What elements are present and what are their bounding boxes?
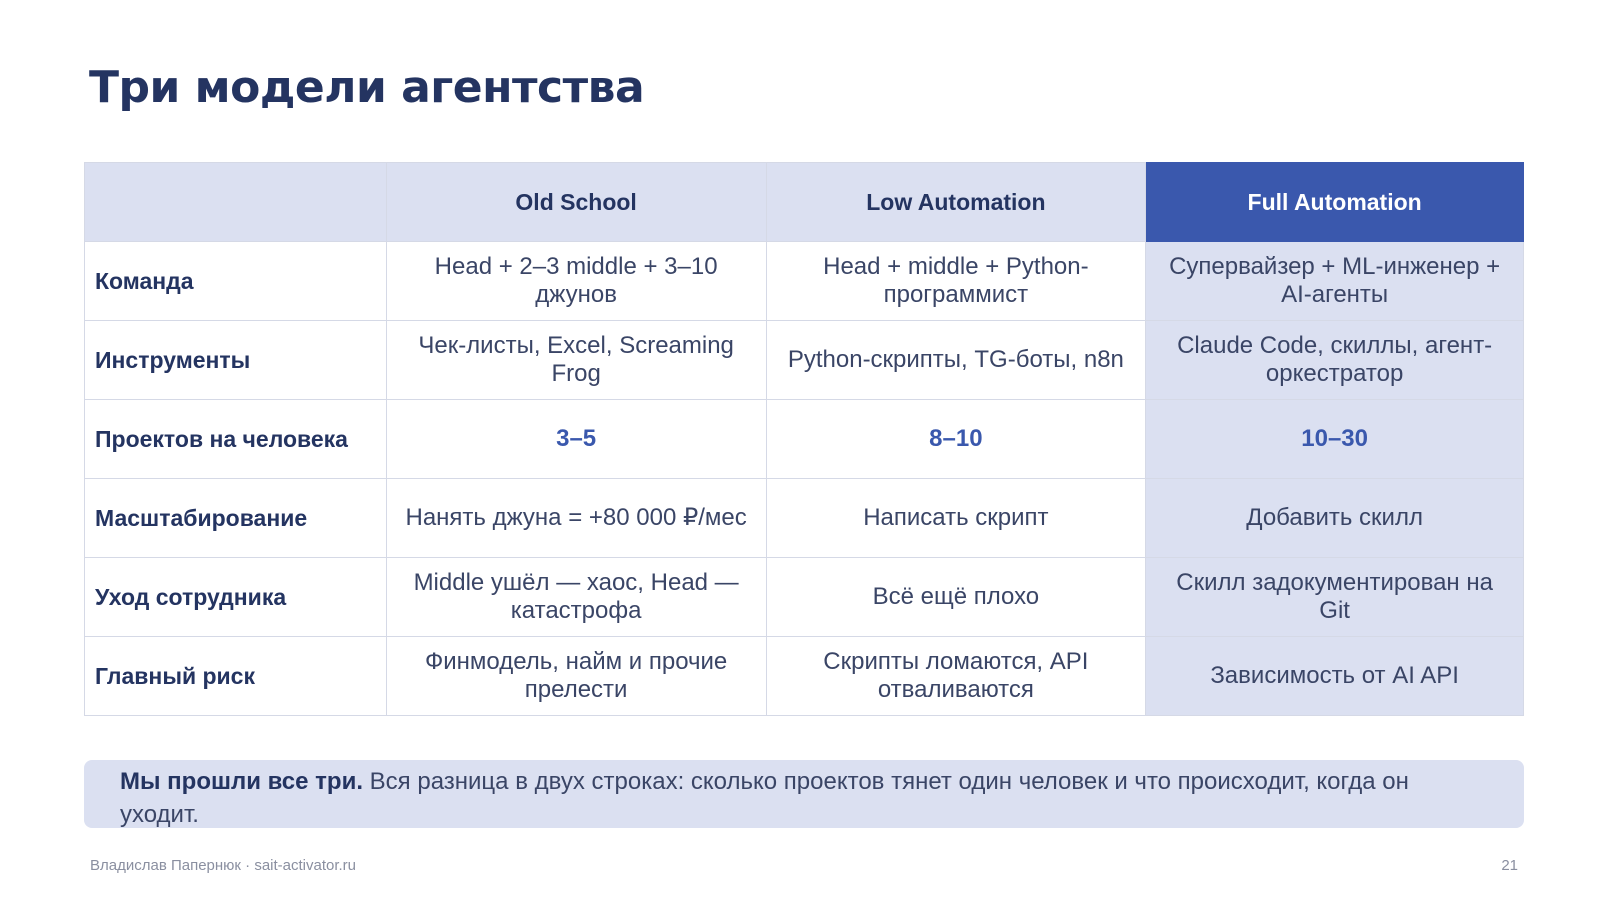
- footer-author: Владислав Папернюк · sait-activator.ru: [90, 857, 357, 874]
- summary-callout: [84, 760, 1524, 828]
- summary-callout-bold: Мы прошли все три.: [120, 768, 363, 795]
- table-cell: Супервайзер + ML-инженер + AI-агенты: [1146, 242, 1524, 321]
- table-cell: 10–30: [1146, 400, 1524, 479]
- table-cell: 3–5: [386, 400, 766, 479]
- table-row: [85, 400, 1524, 479]
- header-old-school: Old School: [386, 163, 766, 242]
- row-label: Уход сотрудника: [85, 558, 387, 637]
- table-cell: Нанять джуна = +80 000 ₽/мес: [386, 479, 766, 558]
- table-row: [85, 558, 1524, 637]
- table-cell: Head + middle + Python-программист: [766, 242, 1146, 321]
- table-row: [85, 479, 1524, 558]
- table-cell: Python-скрипты, TG-боты, n8n: [766, 321, 1146, 400]
- row-label: Команда: [85, 242, 387, 321]
- row-label: Масштабирование: [85, 479, 387, 558]
- table-row: [85, 637, 1524, 716]
- table-cell: Чек-листы, Excel, Screaming Frog: [386, 321, 766, 400]
- table-row: [85, 321, 1524, 400]
- table-cell: Всё ещё плохо: [766, 558, 1146, 637]
- table-header-row: [85, 163, 1524, 242]
- table-cell: 8–10: [766, 400, 1146, 479]
- table-cell: Claude Code, скиллы, агент-оркестратор: [1146, 321, 1524, 400]
- table-cell: Написать скрипт: [766, 479, 1146, 558]
- row-label: Инструменты: [85, 321, 387, 400]
- header-full-automation: Full Automation: [1146, 163, 1524, 242]
- table-cell: Зависимость от AI API: [1146, 637, 1524, 716]
- table-cell: Финмодель, найм и прочие прелести: [386, 637, 766, 716]
- table-cell: Head + 2–3 middle + 3–10 джунов: [386, 242, 766, 321]
- page-number: 21: [1501, 857, 1518, 874]
- comparison-table: [84, 162, 1524, 716]
- summary-callout-text: Вся разница в двух строках: сколько проектов тянет один человек и что происходит, когда он уходит.: [120, 768, 1409, 828]
- table-cell: Скилл задокументирован на Git: [1146, 558, 1524, 637]
- row-label: Главный риск: [85, 637, 387, 716]
- table-cell: Добавить скилл: [1146, 479, 1524, 558]
- slide-title: Три модели агентства: [89, 62, 645, 113]
- header-low-automation: Low Automation: [766, 163, 1146, 242]
- table-cell: Middle ушёл — хаос, Head — катастрофа: [386, 558, 766, 637]
- table-cell: Скрипты ломаются, API отваливаются: [766, 637, 1146, 716]
- table-row: [85, 242, 1524, 321]
- header-corner-cell: [85, 163, 387, 242]
- row-label: Проектов на человека: [85, 400, 387, 479]
